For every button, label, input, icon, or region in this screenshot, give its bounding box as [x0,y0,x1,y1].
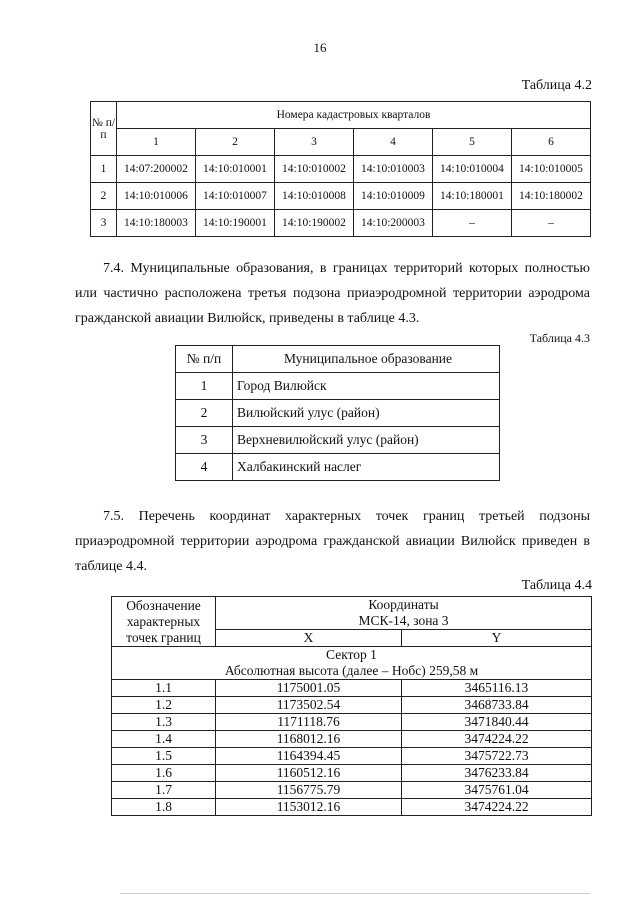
point-header: Обозначение характерных точек границ [112,597,216,647]
coordinates-table [111,596,592,816]
row-number: 1 [91,156,117,183]
point-id: 1.1 [112,680,216,697]
col-number: 6 [512,129,591,156]
cadastral-group-header: Номера кадастровых кварталов [117,102,591,129]
x-coord: 1168012.16 [216,731,402,748]
cadastral-quarters-table [90,101,591,237]
y-coord: 3476233.84 [402,765,592,782]
cadastral-cell: 14:10:010006 [117,183,196,210]
sector-header [112,647,592,680]
coords-header [216,597,592,630]
cadastral-cell: 14:10:010004 [433,156,512,183]
page-number: 16 [313,40,327,55]
paragraph-7-4: 7.4. Муниципальные образования, в границах территорий которых полностью или частично расположена третья подзона приаэродромной территории аэродрома гражданской авиации Вилюйск, приведены в таблице 4.3. [75,261,590,326]
x-coord: 1175001.05 [216,680,402,697]
x-coord: 1173502.54 [216,697,402,714]
col-number: 3 [275,129,354,156]
paragraph-7-5: 7.5. Перечень координат характерных точек границ третьей подзоны приаэродромной территории аэродрома гражданской авиации Вилюйск приведен в таблице 4.4. [75,509,590,574]
y-coord: 3475761.04 [402,782,592,799]
cadastral-cell: 14:10:180002 [512,183,591,210]
table-4-2-caption: Таблица 4.2 [521,78,592,93]
table-row [91,210,591,237]
table-row [176,427,500,454]
col-number: 2 [196,129,275,156]
municipality-name: Вилюйский улус (район) [233,400,500,427]
col-number: 4 [354,129,433,156]
sector-height: Абсолютная высота (далее – Нобс) 259,58 м [224,663,479,678]
col-number: 1 [117,129,196,156]
point-id: 1.7 [112,782,216,799]
cadastral-cell: 14:10:010009 [354,183,433,210]
cadastral-cell: 14:10:190001 [196,210,275,237]
row-number: 1 [176,373,233,400]
table-4-4-caption: Таблица 4.4 [521,578,592,593]
cadastral-cell: 14:07:200002 [117,156,196,183]
point-id: 1.3 [112,714,216,731]
point-id: 1.2 [112,697,216,714]
point-id: 1.5 [112,748,216,765]
table-row [176,454,500,481]
point-id: 1.8 [112,799,216,816]
municipality-header: Муниципальное образование [233,346,500,373]
y-coord: 3474224.22 [402,799,592,816]
municipalities-table [175,345,500,481]
scan-artifact-line [120,893,590,894]
coords-header-line1: Координаты [368,597,439,612]
cadastral-cell: – [512,210,591,237]
table-row [91,183,591,210]
table-row [112,765,592,782]
table-row [112,731,592,748]
sector-title: Сектор 1 [326,647,377,662]
x-coord: 1153012.16 [216,799,402,816]
num-header: № п/п [91,102,117,156]
table-4-3-caption: Таблица 4.3 [529,331,590,345]
y-coord: 3465116.13 [402,680,592,697]
x-header: X [216,630,402,647]
table-row [176,400,500,427]
coords-header-line2: МСК-14, зона 3 [358,613,449,628]
cadastral-cell: 14:10:010003 [354,156,433,183]
row-number: 3 [176,427,233,454]
point-id: 1.4 [112,731,216,748]
cadastral-cell: 14:10:190002 [275,210,354,237]
num-header: № п/п [176,346,233,373]
cadastral-cell: 14:10:180001 [433,183,512,210]
table-row [91,156,591,183]
row-number: 2 [176,400,233,427]
y-header: Y [402,630,592,647]
cadastral-cell: 14:10:010002 [275,156,354,183]
table-row [112,748,592,765]
cadastral-cell: 14:10:180003 [117,210,196,237]
x-coord: 1164394.45 [216,748,402,765]
row-number: 2 [91,183,117,210]
cadastral-cell: – [433,210,512,237]
x-coord: 1171118.76 [216,714,402,731]
table-row [112,782,592,799]
municipality-name: Халбакинский наслег [233,454,500,481]
point-id: 1.6 [112,765,216,782]
x-coord: 1160512.16 [216,765,402,782]
y-coord: 3475722.73 [402,748,592,765]
y-coord: 3474224.22 [402,731,592,748]
y-coord: 3468733.84 [402,697,592,714]
cadastral-cell: 14:10:010001 [196,156,275,183]
table-row [112,697,592,714]
row-number: 4 [176,454,233,481]
table-row [112,799,592,816]
municipality-name: Верхневилюйский улус (район) [233,427,500,454]
municipality-name: Город Вилюйск [233,373,500,400]
cadastral-cell: 14:10:200003 [354,210,433,237]
x-coord: 1156775.79 [216,782,402,799]
row-number: 3 [91,210,117,237]
cadastral-cell: 14:10:010008 [275,183,354,210]
cadastral-cell: 14:10:010005 [512,156,591,183]
y-coord: 3471840.44 [402,714,592,731]
table-row [112,714,592,731]
table-row [112,680,592,697]
col-number: 5 [433,129,512,156]
cadastral-cell: 14:10:010007 [196,183,275,210]
table-row [176,373,500,400]
